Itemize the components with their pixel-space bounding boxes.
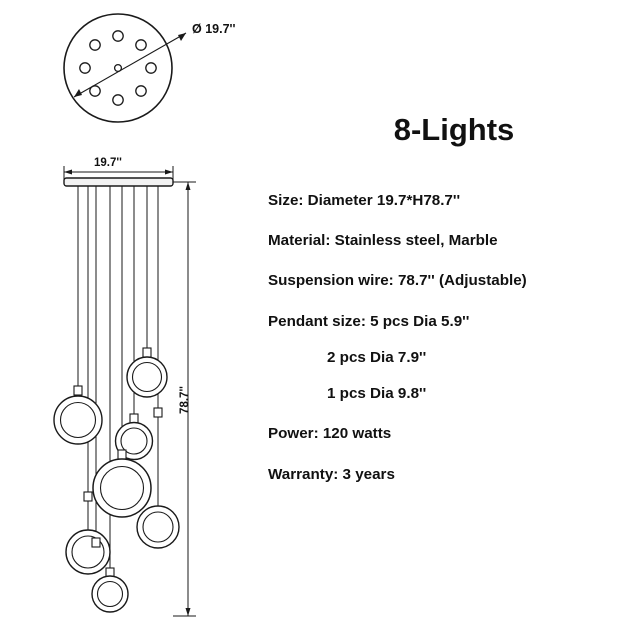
- spec-size: Size: Diameter 19.7*H78.7'': [268, 192, 461, 209]
- pendant-ring: [93, 450, 151, 517]
- chandelier-diagram: [0, 0, 265, 640]
- pendant-ring: [127, 348, 167, 397]
- spec-pendant-size-3: 1 pcs Dia 9.8'': [327, 385, 427, 403]
- canopy-width-label: 19.7'': [94, 157, 122, 169]
- spec-warranty: Warranty: 3 years: [268, 465, 395, 483]
- canopy-hole: [90, 40, 100, 50]
- spec-pendant-size-2: 2 pcs Dia 7.9'': [327, 348, 427, 366]
- canopy-hole: [146, 63, 156, 73]
- canopy-hole: [136, 86, 146, 96]
- height-label: 78.7'': [179, 386, 191, 414]
- canopy-hole: [80, 63, 90, 73]
- front-elevation-view: [54, 157, 196, 616]
- diagram-svg: [0, 0, 265, 640]
- canopy-hole: [113, 95, 123, 105]
- canopy-hole: [136, 40, 146, 50]
- pendant-ring: [92, 568, 128, 612]
- canopy-plate: [64, 178, 173, 186]
- pendant-ring: [54, 386, 102, 444]
- spec-power: Power: 120 watts: [268, 425, 392, 443]
- spec-material: Material: Stainless steel, Marble: [268, 232, 498, 250]
- spec-suspension-wire: Suspension wire: 78.7'' (Adjustable): [268, 272, 527, 290]
- spec-list: [268, 192, 640, 484]
- specs-panel: [268, 112, 640, 506]
- pendant-ring: [92, 538, 100, 547]
- top-view-plan: [64, 14, 235, 122]
- canopy-hole: [113, 31, 123, 41]
- spec-pendant-size: Pendant size: 5 pcs Dia 5.9'': [268, 312, 470, 330]
- page-title: 8-Lights: [393, 112, 515, 147]
- diameter-label: Ø 19.7'': [192, 22, 236, 36]
